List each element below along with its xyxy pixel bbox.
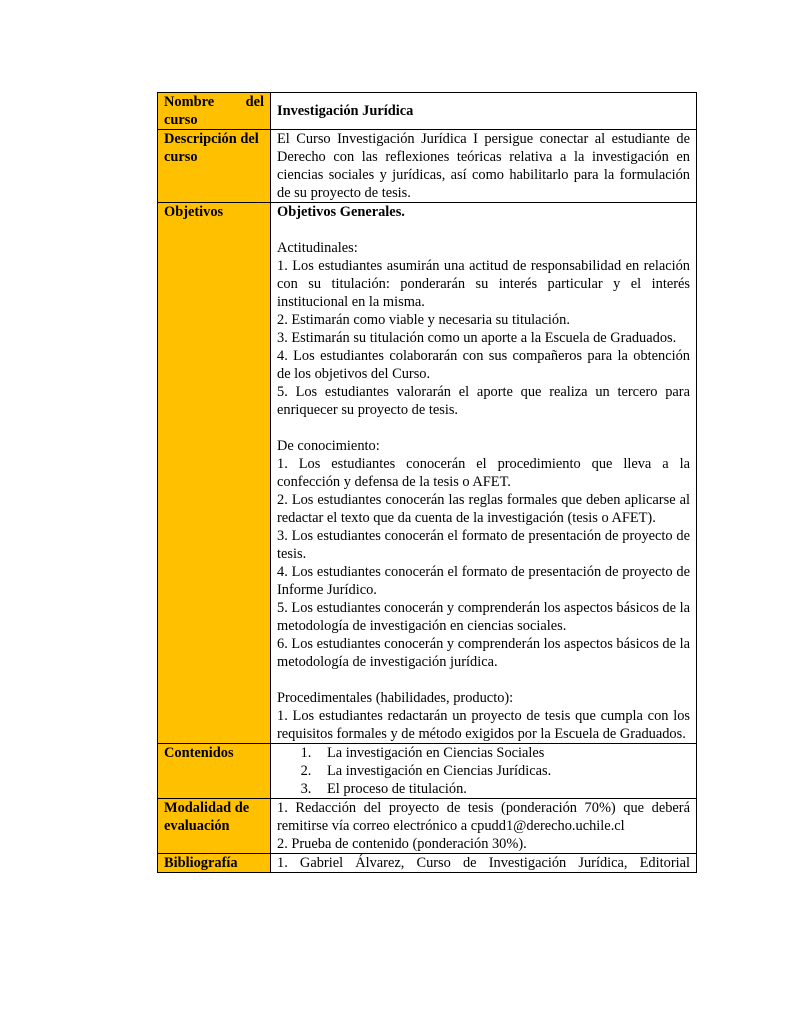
course-table: [157, 92, 697, 873]
label-objetivos: Objetivos: [158, 203, 271, 744]
label-nombre: [158, 93, 271, 130]
row-bibliografia: [158, 854, 697, 873]
row-objetivos: [158, 203, 697, 744]
conocimiento-item: 2. Los estudiantes conocerán las reglas formales que deben aplicarse al redactar el texto que da cuenta de la investigación (tesis o AFET).: [277, 492, 690, 526]
evaluation-line: 2. Prueba de contenido (ponderación 30%).: [277, 836, 527, 852]
actitudinal-item: 3. Estimarán su titulación como un aporte a la Escuela de Graduados.: [277, 330, 677, 346]
conocimiento-item: 4. Los estudiantes conocerán el formato de presentación de proyecto de Informe Jurídico.: [277, 564, 690, 598]
label-descripcion: Descripción del curso: [158, 130, 271, 203]
label-contenidos: Contenidos: [158, 744, 271, 799]
evaluation-cell: [271, 799, 697, 854]
content-item: 3. El proceso de titulación.: [315, 780, 690, 798]
bibliography-cell: [271, 854, 697, 873]
actitudinal-item: 1. Los estudiantes asumirán una actitud de responsabilidad en relación con su titulación: ponderarán su interés particular y el interés institucional en la misma.: [277, 258, 690, 310]
contents-cell: [271, 744, 697, 799]
label-nombre-word2: del: [245, 94, 264, 110]
content-item: 2. La investigación en Ciencias Jurídicas.: [315, 762, 690, 780]
conocimiento-heading: De conocimiento:: [277, 438, 380, 454]
content-item: 1. La investigación en Ciencias Sociales: [315, 744, 690, 762]
actitudinal-item: 5. Los estudiantes valorarán el aporte que realiza un tercero para enriquecer su proyecto de tesis.: [277, 384, 690, 418]
conocimiento-item: 5. Los estudiantes conocerán y comprenderán los aspectos básicos de la metodología de investigación en ciencias sociales.: [277, 600, 690, 634]
evaluation-line: 1. Redacción del proyecto de tesis (ponderación 70%) que deberá remitirse vía correo electrónico a cpudd1@derecho.uchile.cl: [277, 800, 690, 834]
bibliography-line: 1. Gabriel Álvarez, Curso de Investigación Jurídica, Editorial: [277, 855, 690, 871]
row-descripcion: [158, 130, 697, 203]
label-nombre-word1: Nombre: [164, 94, 215, 110]
row-evaluacion: [158, 799, 697, 854]
objectives-cell: [271, 203, 697, 744]
course-description: El Curso Investigación Jurídica I persigue conectar al estudiante de Derecho con las reflexiones teóricas relativa a la investigación en ciencias sociales y jurídicas, así como habilitarlo para la formulación de su proyecto de tesis.: [271, 130, 697, 203]
actitudinal-item: 2. Estimarán como viable y necesaria su titulación.: [277, 312, 570, 328]
actitudinales-heading: Actitudinales:: [277, 240, 358, 256]
conocimiento-item: 1. Los estudiantes conocerán el procedimiento que lleva a la confección y defensa de la tesis o AFET.: [277, 456, 690, 490]
contents-list: [277, 744, 690, 798]
row-nombre: [158, 93, 697, 130]
procedimentales-heading: Procedimentales (habilidades, producto):: [277, 690, 514, 706]
conocimiento-item: 3. Los estudiantes conocerán el formato de presentación de proyecto de tesis.: [277, 528, 690, 562]
procedimental-item: 1. Los estudiantes redactarán un proyecto de tesis que cumpla con los requisitos formales y de método exigidos por la Escuela de Graduados.: [277, 708, 690, 742]
general-objectives-heading: Objetivos Generales.: [277, 204, 405, 220]
actitudinal-item: 4. Los estudiantes colaborarán con sus compañeros para la obtención de los objetivos del Curso.: [277, 348, 690, 382]
label-nombre-word3: curso: [164, 112, 198, 128]
course-name: Investigación Jurídica: [271, 93, 697, 130]
label-evaluacion: Modalidad de evaluación: [158, 799, 271, 854]
conocimiento-item: 6. Los estudiantes conocerán y comprenderán los aspectos básicos de la metodología de investigación jurídica.: [277, 636, 690, 670]
label-bibliografia: Bibliografía: [158, 854, 271, 873]
row-contenidos: [158, 744, 697, 799]
